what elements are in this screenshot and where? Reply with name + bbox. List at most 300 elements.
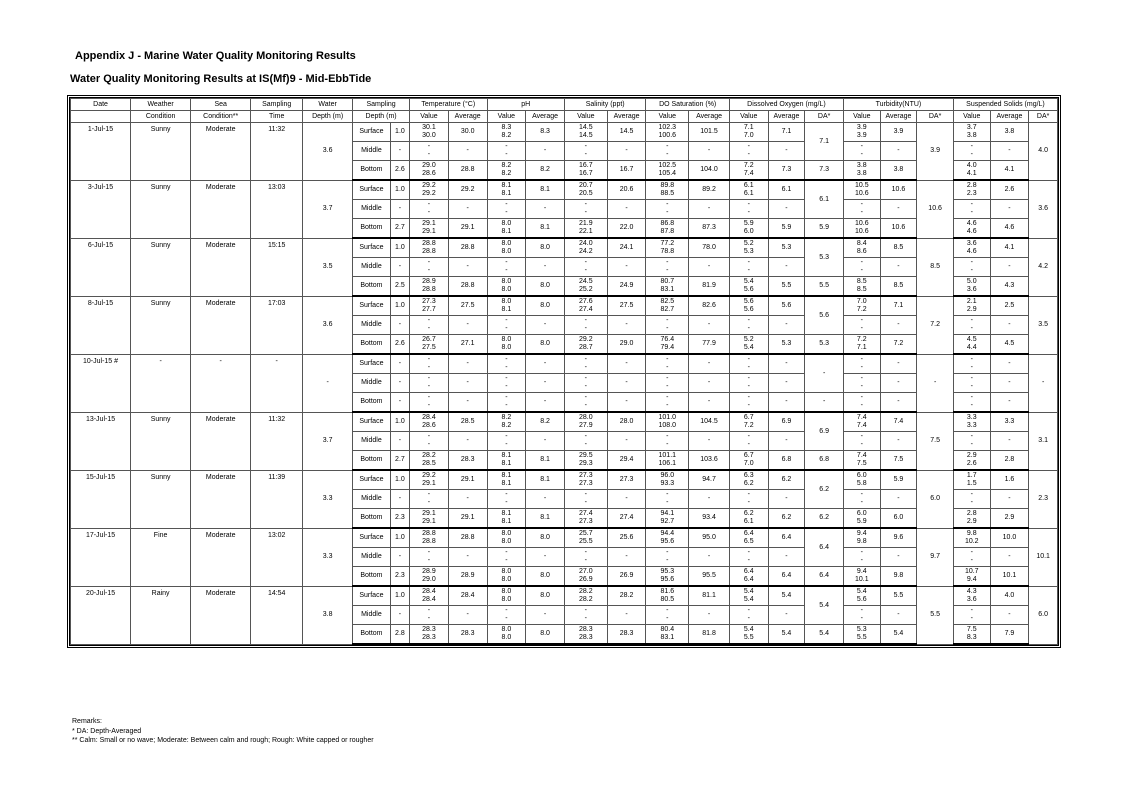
dissolved-oxygen-value-reading: 7.1 [743, 124, 754, 131]
temperature-value-reading: 28.9 [422, 278, 436, 285]
temperature-value [410, 432, 449, 451]
suspended-solids-average: 4.1 [990, 161, 1029, 181]
dissolved-oxygen-value [729, 354, 768, 374]
temperature-value-reading: 28.5 [422, 460, 436, 467]
temperature-value [410, 161, 449, 181]
suspended-solids-value [953, 548, 990, 567]
dissolved-oxygen-da: 5.3 [805, 238, 844, 277]
ph-average: 8.1 [526, 219, 565, 239]
salinity-average: 27.3 [607, 470, 646, 490]
date-cell: 13-Jul-15 [71, 412, 131, 470]
turbidity-value-reading: 9.4 [856, 530, 867, 537]
turbidity-da: 3.9 [917, 123, 954, 181]
turbidity-value-reading: 8.5 [856, 278, 867, 285]
ph-value [487, 180, 526, 200]
do-saturation-value-reading: - [666, 317, 669, 324]
ph-average: - [526, 432, 565, 451]
suspended-solids-value-reading: 3.6 [966, 286, 977, 293]
do-saturation-value-reading: 102.3 [658, 124, 677, 131]
ph-average: 8.0 [526, 277, 565, 297]
dissolved-oxygen-average: 5.6 [768, 296, 805, 316]
ph-average: 8.0 [526, 625, 565, 645]
do-saturation-value [646, 258, 689, 277]
suspended-solids-value [953, 432, 990, 451]
ph-value-reading: - [505, 549, 508, 556]
do-saturation-average: 103.6 [689, 451, 730, 471]
temperature-value-reading: 28.8 [422, 286, 436, 293]
salinity-value-reading: - [584, 317, 587, 324]
salinity-value-reading: 24.2 [579, 248, 593, 255]
ph-average: - [526, 548, 565, 567]
dissolved-oxygen-da: 6.8 [805, 451, 844, 471]
sea-condition-cell: Moderate [191, 470, 251, 528]
do-saturation-value-reading: - [666, 209, 669, 216]
do-saturation-value [646, 625, 689, 645]
salinity-average: 16.7 [607, 161, 646, 181]
depth-level-cell: Middle [353, 316, 391, 335]
header-sampling: Sampling [251, 99, 303, 111]
turbidity-value [843, 470, 880, 490]
date-cell: 6-Jul-15 [71, 238, 131, 296]
depth-level-cell: Middle [353, 142, 391, 161]
temperature-value-reading: 29.1 [422, 510, 436, 517]
suspended-solids-value-reading: 4.1 [966, 170, 977, 177]
suspended-solids-value [953, 586, 990, 606]
salinity-value [564, 161, 607, 181]
turbidity-value-reading: - [860, 209, 863, 216]
ph-average: - [526, 316, 565, 335]
turbidity-value [843, 258, 880, 277]
suspended-solids-average: 7.9 [990, 625, 1029, 645]
dissolved-oxygen-average: - [768, 432, 805, 451]
suspended-solids-value-reading: - [970, 615, 973, 622]
turbidity-value [843, 412, 880, 432]
dissolved-oxygen-da: 5.5 [805, 277, 844, 297]
dissolved-oxygen-value [729, 123, 768, 142]
dissolved-oxygen-value-reading: - [747, 557, 750, 564]
suspended-solids-value-reading: 4.5 [966, 336, 977, 343]
header-row-1 [71, 99, 1058, 111]
salinity-average: 28.3 [607, 625, 646, 645]
salinity-value [564, 335, 607, 355]
date-cell: 20-Jul-15 [71, 586, 131, 644]
ph-average: 8.0 [526, 296, 565, 316]
ph-value [487, 277, 526, 297]
dissolved-oxygen-value [729, 490, 768, 509]
suspended-solids-da: 4.2 [1029, 238, 1058, 296]
date-cell: 17-Jul-15 [71, 528, 131, 586]
suspended-solids-value-reading: 3.6 [966, 596, 977, 603]
ph-value-reading: - [505, 615, 508, 622]
depth-level-cell: Bottom [353, 567, 391, 587]
turbidity-value-reading: 7.4 [856, 414, 867, 421]
do-saturation-value-reading: 83.1 [660, 634, 675, 641]
do-saturation-value [646, 335, 689, 355]
suspended-solids-value-reading: 10.7 [964, 568, 979, 575]
do-saturation-value [646, 142, 689, 161]
header-turbidity: Turbidity(NTU) [843, 99, 953, 111]
suspended-solids-value-reading: - [970, 375, 973, 382]
temperature-value-reading: 30.0 [422, 132, 436, 139]
do-saturation-value [646, 393, 689, 413]
subheader-cell: Average [526, 111, 565, 123]
salinity-value [564, 451, 607, 471]
turbidity-value [843, 625, 880, 645]
suspended-solids-value [953, 567, 990, 587]
suspended-solids-value-reading: 8.3 [966, 634, 977, 641]
sea-condition-cell: Moderate [191, 123, 251, 181]
ph-value [487, 296, 526, 316]
do-saturation-value-reading: 92.7 [660, 518, 675, 525]
do-saturation-value-reading: 79.4 [660, 344, 675, 351]
suspended-solids-value-reading: - [970, 394, 973, 401]
ph-value-reading: - [505, 491, 508, 498]
salinity-value-reading: 25.5 [579, 538, 593, 545]
dissolved-oxygen-value-reading: 7.4 [743, 170, 754, 177]
salinity-value [564, 277, 607, 297]
dissolved-oxygen-value [729, 335, 768, 355]
depth-level-cell: Middle [353, 548, 391, 567]
dissolved-oxygen-value [729, 625, 768, 645]
temperature-value [410, 316, 449, 335]
ph-value-reading: - [505, 499, 508, 506]
do-saturation-value-reading: 81.6 [660, 588, 675, 595]
turbidity-value-reading: 6.0 [856, 510, 867, 517]
suspended-solids-da: 10.1 [1029, 528, 1058, 586]
do-saturation-value [646, 316, 689, 335]
do-saturation-average: 77.9 [689, 335, 730, 355]
ph-average: - [526, 258, 565, 277]
salinity-value-reading: - [584, 364, 587, 371]
sampling-depth-cell: 2.6 [390, 335, 409, 355]
salinity-average: 20.6 [607, 180, 646, 200]
header-salinity: Salinity (ppt) [564, 99, 645, 111]
turbidity-average: 5.9 [880, 470, 917, 490]
ph-value [487, 335, 526, 355]
do-saturation-value [646, 548, 689, 567]
suspended-solids-value-reading: 10.2 [964, 538, 979, 545]
date-cell: 10-Jul-15 # [71, 354, 131, 412]
ph-value [487, 451, 526, 471]
salinity-value-reading: 25.7 [579, 530, 593, 537]
temperature-average: - [448, 258, 487, 277]
suspended-solids-value-reading: 9.8 [966, 530, 977, 537]
dissolved-oxygen-average: - [768, 200, 805, 219]
salinity-value [564, 238, 607, 258]
turbidity-value-reading: - [860, 441, 863, 448]
salinity-average: - [607, 374, 646, 393]
salinity-average: - [607, 354, 646, 374]
do-saturation-value-reading: - [666, 259, 669, 266]
temperature-average: 28.9 [448, 567, 487, 587]
salinity-value-reading: - [584, 375, 587, 382]
dissolved-oxygen-value-reading: 5.6 [743, 286, 754, 293]
turbidity-value [843, 451, 880, 471]
suspended-solids-average: - [990, 258, 1029, 277]
sampling-time-cell: 11:32 [251, 123, 303, 181]
do-saturation-value [646, 586, 689, 606]
do-saturation-value-reading: - [666, 615, 669, 622]
subheader-cell: Condition** [191, 111, 251, 123]
ph-average: 8.0 [526, 335, 565, 355]
turbidity-value-reading: 7.0 [856, 298, 867, 305]
turbidity-value-reading: - [860, 356, 863, 363]
dissolved-oxygen-da: 5.3 [805, 335, 844, 355]
temperature-value-reading: 29.2 [422, 182, 436, 189]
dissolved-oxygen-value-reading: - [747, 325, 750, 332]
suspended-solids-value [953, 490, 990, 509]
turbidity-average: - [880, 490, 917, 509]
suspended-solids-value-reading: 3.7 [966, 124, 977, 131]
salinity-value [564, 528, 607, 548]
water-depth-cell: 3.7 [303, 180, 353, 238]
suspended-solids-value-reading: 4.3 [966, 588, 977, 595]
temperature-value-reading: 28.8 [422, 530, 436, 537]
dissolved-oxygen-value [729, 509, 768, 529]
do-saturation-value-reading: - [666, 151, 669, 158]
turbidity-value-reading: - [860, 375, 863, 382]
do-saturation-value-reading: - [666, 383, 669, 390]
dissolved-oxygen-value-reading: 5.4 [743, 344, 754, 351]
suspended-solids-value-reading: 4.4 [966, 344, 977, 351]
ph-value-reading: - [505, 433, 508, 440]
do-saturation-value-reading: - [666, 201, 669, 208]
dissolved-oxygen-value [729, 567, 768, 587]
temperature-value [410, 123, 449, 142]
date-cell: 3-Jul-15 [71, 180, 131, 238]
do-saturation-average: - [689, 354, 730, 374]
ph-average: 8.0 [526, 586, 565, 606]
header-sampling-depth: Sampling [353, 99, 410, 111]
sea-condition-cell: Moderate [191, 412, 251, 470]
turbidity-average: 3.8 [880, 161, 917, 181]
salinity-value-reading: - [584, 499, 587, 506]
dissolved-oxygen-da: 7.1 [805, 123, 844, 161]
turbidity-value [843, 606, 880, 625]
ph-value-reading: 8.1 [501, 452, 512, 459]
suspended-solids-average: 4.1 [990, 238, 1029, 258]
dissolved-oxygen-value-reading: - [747, 375, 750, 382]
temperature-value-reading: 28.6 [422, 422, 436, 429]
temperature-value-reading: - [427, 394, 431, 401]
turbidity-value-reading: 10.5 [854, 182, 869, 189]
dissolved-oxygen-average: - [768, 142, 805, 161]
dissolved-oxygen-value-reading: - [747, 356, 750, 363]
dissolved-oxygen-da: 5.6 [805, 296, 844, 335]
dissolved-oxygen-value-reading: 5.2 [743, 336, 754, 343]
suspended-solids-value-reading: 2.8 [966, 510, 977, 517]
sampling-time-cell: 15:15 [251, 238, 303, 296]
dissolved-oxygen-da: 6.2 [805, 470, 844, 509]
do-saturation-value-reading: - [666, 325, 669, 332]
turbidity-da: 6.0 [917, 470, 954, 528]
ph-value [487, 490, 526, 509]
turbidity-average: 7.5 [880, 451, 917, 471]
do-saturation-average: - [689, 258, 730, 277]
temperature-value [410, 393, 449, 413]
salinity-value [564, 548, 607, 567]
dissolved-oxygen-value [729, 412, 768, 432]
do-saturation-average: - [689, 393, 730, 413]
dissolved-oxygen-value-reading: 5.6 [743, 298, 754, 305]
dissolved-oxygen-value [729, 528, 768, 548]
do-saturation-average: 104.0 [689, 161, 730, 181]
turbidity-value-reading: 10.1 [854, 576, 869, 583]
salinity-value [564, 470, 607, 490]
water-depth-cell: 3.6 [303, 296, 353, 354]
temperature-value-reading: - [427, 402, 431, 409]
salinity-average: 25.6 [607, 528, 646, 548]
depth-level-cell: Bottom [353, 277, 391, 297]
depth-level-cell: Bottom [353, 161, 391, 181]
ph-value-reading: 8.1 [501, 510, 512, 517]
turbidity-average: 8.5 [880, 238, 917, 258]
temperature-value-reading: - [427, 433, 431, 440]
suspended-solids-value-reading: - [970, 383, 973, 390]
turbidity-value-reading: - [860, 607, 863, 614]
turbidity-value-reading: 5.4 [856, 588, 867, 595]
do-saturation-value-reading: - [666, 433, 669, 440]
temperature-average: - [448, 354, 487, 374]
dissolved-oxygen-value-reading: 6.1 [743, 190, 754, 197]
suspended-solids-value [953, 180, 990, 200]
salinity-value-reading: 24.5 [579, 278, 593, 285]
dissolved-oxygen-value-reading: - [747, 441, 750, 448]
suspended-solids-value [953, 393, 990, 413]
ph-value-reading: 8.1 [501, 190, 512, 197]
suspended-solids-value-reading: - [970, 356, 973, 363]
ph-value [487, 393, 526, 413]
suspended-solids-value-reading: - [970, 259, 973, 266]
ph-value [487, 586, 526, 606]
ph-value-reading: 8.0 [501, 576, 512, 583]
turbidity-value-reading: 7.2 [856, 306, 867, 313]
dissolved-oxygen-da: 5.9 [805, 219, 844, 239]
temperature-value-reading: 29.1 [422, 480, 436, 487]
salinity-value [564, 354, 607, 374]
results-table [70, 98, 1058, 645]
ph-value-reading: 8.0 [501, 278, 512, 285]
subheader-cell [71, 111, 131, 123]
header-sea: Sea [191, 99, 251, 111]
temperature-value-reading: 29.2 [422, 472, 436, 479]
salinity-value-reading: 27.3 [579, 472, 593, 479]
ph-average: 8.0 [526, 238, 565, 258]
turbidity-value-reading: 7.2 [856, 336, 867, 343]
ph-value-reading: 8.0 [501, 538, 512, 545]
dissolved-oxygen-average: 5.3 [768, 238, 805, 258]
depth-level-cell: Surface [353, 238, 391, 258]
turbidity-value-reading: 5.5 [856, 634, 867, 641]
sampling-depth-cell: 2.3 [390, 509, 409, 529]
salinity-average: 14.5 [607, 123, 646, 142]
dissolved-oxygen-average: 6.8 [768, 451, 805, 471]
do-saturation-average: - [689, 490, 730, 509]
do-saturation-value [646, 528, 689, 548]
do-saturation-value-reading: - [666, 394, 669, 401]
turbidity-value-reading: 8.6 [856, 248, 867, 255]
dissolved-oxygen-average: 6.2 [768, 470, 805, 490]
suspended-solids-value-reading: - [970, 607, 973, 614]
turbidity-da: 5.5 [917, 586, 954, 644]
turbidity-average: 7.1 [880, 296, 917, 316]
salinity-value-reading: 20.5 [579, 190, 593, 197]
turbidity-average: 9.8 [880, 567, 917, 587]
do-saturation-average: 82.6 [689, 296, 730, 316]
do-saturation-average: 87.3 [689, 219, 730, 239]
do-saturation-value [646, 432, 689, 451]
dissolved-oxygen-value-reading: 6.1 [743, 182, 754, 189]
header-water: Water [303, 99, 353, 111]
sampling-depth-cell: - [390, 490, 409, 509]
ph-value [487, 354, 526, 374]
salinity-value [564, 316, 607, 335]
suspended-solids-value-reading: 3.3 [966, 422, 977, 429]
do-saturation-average: - [689, 432, 730, 451]
turbidity-value-reading: 8.5 [856, 286, 867, 293]
ph-average: 8.0 [526, 567, 565, 587]
turbidity-value-reading: 5.9 [856, 518, 867, 525]
turbidity-value-reading: - [860, 259, 863, 266]
suspended-solids-value [953, 200, 990, 219]
temperature-average: 28.4 [448, 586, 487, 606]
do-saturation-value-reading: - [666, 267, 669, 274]
temperature-value [410, 606, 449, 625]
turbidity-value-reading: 5.6 [856, 596, 867, 603]
temperature-value-reading: - [427, 201, 431, 208]
subheader-cell: Depth (m) [353, 111, 410, 123]
remark-line-1: * DA: Depth-Averaged [72, 727, 142, 735]
salinity-value-reading: 27.6 [579, 298, 593, 305]
salinity-value [564, 567, 607, 587]
dissolved-oxygen-value-reading: 7.2 [743, 162, 754, 169]
sampling-depth-cell: 1.0 [390, 586, 409, 606]
ph-value [487, 161, 526, 181]
temperature-value-reading: - [427, 557, 431, 564]
sampling-depth-cell: - [390, 316, 409, 335]
do-saturation-value [646, 123, 689, 142]
salinity-value-reading: 22.1 [579, 228, 593, 235]
suspended-solids-average: 4.5 [990, 335, 1029, 355]
do-saturation-value-reading: 76.4 [660, 336, 675, 343]
salinity-value-reading: 27.4 [579, 510, 593, 517]
suspended-solids-value [953, 296, 990, 316]
dissolved-oxygen-value [729, 142, 768, 161]
turbidity-average: - [880, 142, 917, 161]
depth-level-cell: Bottom [353, 335, 391, 355]
turbidity-value [843, 316, 880, 335]
salinity-value-reading: - [584, 402, 587, 409]
turbidity-da: 8.5 [917, 238, 954, 296]
dissolved-oxygen-da: - [805, 354, 844, 393]
dissolved-oxygen-value-reading: - [747, 549, 750, 556]
header-temperature: Temperature (°C) [410, 99, 487, 111]
depth-level-cell: Surface [353, 296, 391, 316]
salinity-average: - [607, 432, 646, 451]
do-saturation-average: 95.5 [689, 567, 730, 587]
salinity-value-reading: - [584, 267, 587, 274]
suspended-solids-value [953, 451, 990, 471]
suspended-solids-value-reading: - [970, 441, 973, 448]
turbidity-value [843, 374, 880, 393]
suspended-solids-value [953, 470, 990, 490]
do-saturation-value-reading: 93.3 [660, 480, 675, 487]
temperature-value [410, 509, 449, 529]
ph-value [487, 219, 526, 239]
dissolved-oxygen-value [729, 258, 768, 277]
temperature-value-reading: - [427, 259, 431, 266]
suspended-solids-value [953, 123, 990, 142]
